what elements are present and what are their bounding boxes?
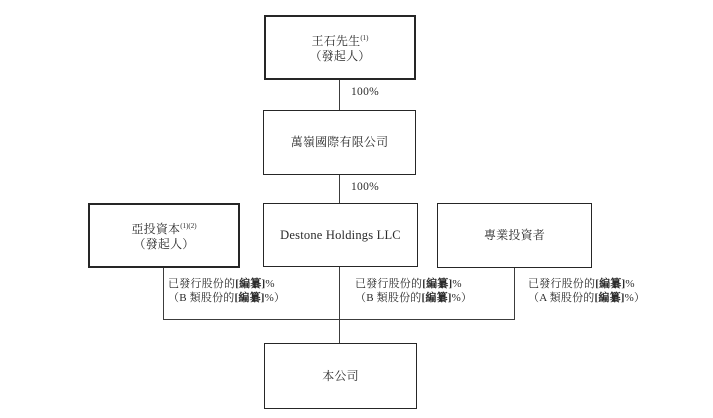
node-asia-capital	[88, 203, 240, 268]
connector-destone-company	[339, 267, 340, 343]
redacted-marker: [編纂]	[594, 291, 625, 304]
node-company-name: 本公司	[322, 368, 359, 383]
connector-joining-line	[163, 319, 515, 320]
footnote-superscript: (1)(2)	[180, 222, 197, 230]
share-label-line2: （B 類股份的[編纂]%）	[355, 291, 473, 304]
redacted-marker: [編纂]	[422, 278, 453, 290]
redacted-marker: [編纂]	[234, 291, 265, 304]
node-asia-capital-name: 亞投資本$^{(1)(2)}$	[131, 222, 197, 236]
connector-asia-capital-company	[163, 268, 164, 319]
connector-investors-company	[514, 268, 515, 319]
node-asia-capital-role: （發起人）	[133, 237, 195, 251]
footnote-superscript: (1)	[360, 34, 369, 42]
ownership-percent-label-2: 100%	[351, 181, 380, 193]
share-label-asia-capital	[168, 278, 285, 305]
share-label-destone	[355, 278, 472, 305]
share-label-line1: 已發行股份的[編纂]%	[168, 278, 275, 290]
node-wanling-name: 萬嶺國際有限公司	[290, 135, 389, 149]
node-professional-investors	[437, 203, 592, 268]
ownership-percent-label-1: 100%	[351, 86, 380, 98]
connector-wanling-destone	[339, 175, 340, 203]
node-destone-name: Destone Holdings LLC	[280, 227, 401, 242]
redacted-marker: [編纂]	[235, 278, 266, 290]
node-professional-investors-name: 專業投資者	[483, 228, 545, 242]
node-wang-shi-role: （發起人）	[309, 49, 371, 63]
node-wang-shi-name: 王石先生$^{(1)}$	[311, 34, 369, 48]
share-label-line1: 已發行股份的[編纂]%	[355, 278, 462, 290]
share-label-line2: （B 類股份的[編纂]%）	[168, 291, 286, 304]
share-label-professional-investors	[528, 278, 645, 305]
redacted-marker: [編纂]	[595, 278, 626, 290]
share-label-line2: （A 類股份的[編纂]%）	[528, 291, 646, 304]
connector-wangshi-wanling	[339, 80, 340, 110]
node-company	[264, 343, 417, 409]
node-wang-shi	[264, 15, 416, 80]
node-wanling-international	[263, 110, 416, 175]
share-label-line1: 已發行股份的[編纂]%	[528, 278, 635, 290]
redacted-marker: [編纂]	[421, 291, 452, 304]
node-destone-holdings	[263, 203, 418, 267]
